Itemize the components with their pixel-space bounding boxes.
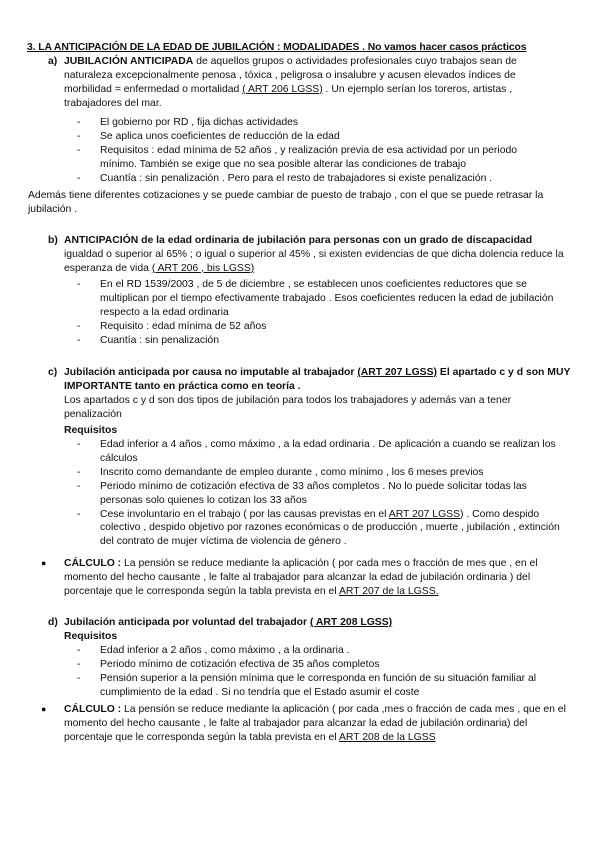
list-item: - Se aplica unos coeficientes de reducción de la edad bbox=[77, 130, 547, 144]
section-d-calculation bbox=[41, 703, 576, 745]
section-a-law-reference: ( ART 206 LGSS) bbox=[242, 83, 323, 95]
section-d-letter: d) bbox=[48, 617, 58, 628]
section-a-text-2: . Un ejemplo serían los toreros, artistas , trabajadores del mar. bbox=[64, 83, 513, 109]
list-item-text: ) . Como despido colectivo , despido objetivo por razones económicas o de producción , muerte , jubilación , extinción del contrato de mujer víctima de violencia de género . bbox=[100, 508, 560, 548]
page-title: 3. LA ANTICIPACIÓN DE LA EDAD DE JUBILACIÓN : MODALIDADES . No vamos hacer casos prácticos bbox=[27, 42, 527, 53]
section-c-law-reference: (ART 207 LGSS) bbox=[357, 367, 437, 378]
section-c-calculation-reference: ART 207 de la LGSS. bbox=[338, 585, 439, 597]
list-item bbox=[77, 508, 569, 550]
list-item: - Cuantía : sin penalización . Pero para el resto de trabajadores si existe penalización . bbox=[77, 172, 547, 186]
section-c-calculation-label: CÁLCULO : bbox=[64, 558, 122, 569]
list-item: - Periodo mínimo de cotización efectiva de 33 años completos . No lo puede solicitar todas las personas solo quienes lo cotizan los 33 años bbox=[77, 480, 569, 508]
list-item: - Pensión superior a la pensión mínima que le corresponda en función de su situación familiar al cumplimiento de la edad . Si no tendría que el Estado asumir el coste bbox=[77, 672, 557, 700]
section-c-title-note: El apartado c y d son MUY IMPORTANTE tanto en práctica como en teoría . bbox=[64, 367, 571, 392]
section-d-calculation-text: La pensión se reduce mediante la aplicación ( por cada ,mes o fracción de cada mes , que en el momento del hecho causante , le falte al trabajador para alcanzar la edad de jubilación ordinaria) del porcentaje que le corresponda según la tabla prevista en el bbox=[64, 704, 566, 743]
section-c-requirements-label: Requisitos bbox=[64, 425, 118, 436]
section-d-title-text: Jubilación anticipada por voluntad del trabajador bbox=[64, 617, 310, 628]
section-c-title bbox=[64, 366, 578, 394]
section-b-list bbox=[77, 278, 557, 348]
section-b-law-reference: ( ART 206 , bis LGSS) bbox=[151, 262, 255, 274]
list-item: - Requisitos : edad mínima de 52 años , y realización previa de esa actividad por un periodo mínimo. También se exige que no sea posible alterar las condiciones de trabajo bbox=[77, 144, 547, 172]
section-d-law-reference: ( ART 208 LGSS) bbox=[309, 617, 393, 628]
section-c-list bbox=[77, 438, 569, 549]
section-b-title: ANTICIPACIÓN de la edad ordinaria de jubilación para personas con un grado de discapacidad bbox=[64, 235, 533, 246]
section-d-requirements-label: Requisitos bbox=[64, 631, 118, 642]
list-item-text: Cese involuntario en el trabajo ( por las causas previstas en el bbox=[100, 508, 389, 520]
list-item: - Requisito : edad mínima de 52 años bbox=[77, 320, 557, 334]
section-a-title: JUBILACIÓN ANTICIPADA bbox=[64, 56, 194, 67]
section-d-title bbox=[64, 616, 564, 630]
list-item: - Periodo mínimo de cotización efectiva de 35 años completos bbox=[77, 658, 557, 672]
section-a-paragraph bbox=[64, 55, 556, 111]
bullet-icon: ● bbox=[41, 704, 47, 714]
section-c-intro: Los apartados c y d son dos tipos de jubilación para todos los trabajadores y además van a tener penalización bbox=[64, 395, 512, 420]
list-item: - Cuantía : sin penalización bbox=[77, 334, 557, 348]
section-d-calculation-reference: ART 208 de la LGSS bbox=[338, 731, 436, 743]
section-c-calculation bbox=[41, 557, 574, 599]
section-a-list bbox=[77, 116, 547, 186]
section-b-paragraph bbox=[64, 234, 574, 276]
list-item: - Edad inferior a 2 años , como máximo , a la ordinaria . bbox=[77, 644, 557, 658]
section-c-title-text: Jubilación anticipada por causa no imputable al trabajador bbox=[64, 367, 358, 378]
section-c-calculation-text: La pensión se reduce mediante la aplicación ( por cada mes o fracción de mes que , en el momento del hecho causante , le falte al trabajador para alcanzar la edad de jubilación ordinaria ) del porcentaje que le corresponda según la tabla prevista en el bbox=[64, 558, 538, 597]
section-b-letter: b) bbox=[48, 235, 58, 246]
section-d-list bbox=[77, 644, 557, 700]
section-a-note: Además tiene diferentes cotizaciones y se puede cambiar de puesto de trabajo , con el que se puede retrasar la jubilación . bbox=[28, 190, 544, 215]
list-item: - Inscrito como demandante de empleo durante , como mínimo , los 6 meses previos bbox=[77, 466, 569, 480]
list-item: - Edad inferior a 4 años , como máximo , a la edad ordinaria . De aplicación a cuando se realizan los cálculos bbox=[77, 438, 569, 466]
list-item-law-reference: ART 207 LGSS bbox=[388, 508, 461, 520]
section-a-text-1: de aquellos grupos o actividades profesionales cuyo trabajos sean de naturaleza excepcionalmente penosa , tóxica , peligrosa o insalubre y acusen elevados índices de morbilidad = enfermedad o mortalidad bbox=[64, 56, 517, 95]
bullet-icon: ● bbox=[41, 558, 47, 568]
section-a-letter: a) bbox=[48, 56, 58, 67]
list-item: - En el RD 1539/2003 , de 5 de diciembre , se establecen unos coeficientes reductores que se multiplican por el tiempo efectivamente trabajado . Esos coeficientes reducen la edad de jubilación respecto a la edad ordinaria bbox=[77, 278, 557, 320]
section-b-text: igualdad o superior al 65% ; o igual o superior al 45% , si existen evidencias de que dicha dolencia reduce la esperanza de vida bbox=[64, 248, 564, 274]
section-c-letter: c) bbox=[48, 367, 58, 378]
section-d-calculation-label: CÁLCULO : bbox=[64, 704, 122, 715]
list-item: - El gobierno por RD , fija dichas actividades bbox=[77, 116, 547, 130]
